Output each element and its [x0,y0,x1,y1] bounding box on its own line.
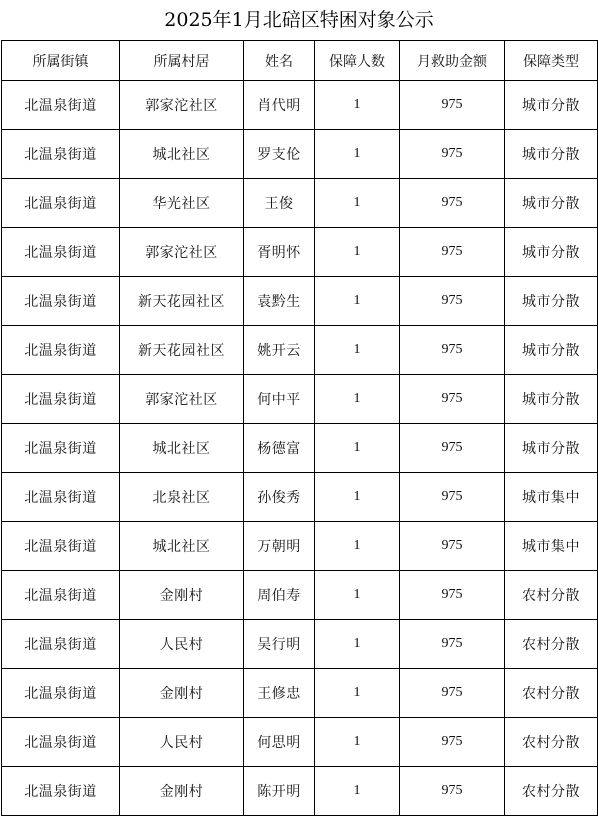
cell-street: 北温泉街道 [2,424,120,473]
table-row [2,767,598,816]
cell-name: 王修忠 [244,669,315,718]
cell-name: 吴行明 [244,620,315,669]
cell-street: 北温泉街道 [2,669,120,718]
cell-persons: 1 [315,522,400,571]
cell-type: 农村分散 [505,669,598,718]
table-row [2,522,598,571]
cell-persons: 1 [315,620,400,669]
cell-amount: 975 [400,375,505,424]
recipients-table [1,40,598,816]
cell-amount: 975 [400,277,505,326]
cell-type: 农村分散 [505,718,598,767]
table-row [2,718,598,767]
cell-street: 北温泉街道 [2,326,120,375]
cell-amount: 975 [400,767,505,816]
cell-persons: 1 [315,424,400,473]
cell-street: 北温泉街道 [2,473,120,522]
cell-street: 北温泉街道 [2,522,120,571]
cell-type: 农村分散 [505,767,598,816]
cell-community: 城北社区 [120,130,244,179]
cell-community: 北泉社区 [120,473,244,522]
cell-amount: 975 [400,522,505,571]
table-row [2,179,598,228]
cell-name: 何思明 [244,718,315,767]
cell-name: 罗支伦 [244,130,315,179]
cell-community: 城北社区 [120,522,244,571]
cell-persons: 1 [315,179,400,228]
cell-community: 华光社区 [120,179,244,228]
cell-type: 城市集中 [505,473,598,522]
cell-amount: 975 [400,424,505,473]
cell-type: 城市分散 [505,375,598,424]
cell-type: 城市分散 [505,81,598,130]
cell-community: 金刚村 [120,669,244,718]
table-row [2,130,598,179]
cell-street: 北温泉街道 [2,228,120,277]
cell-street: 北温泉街道 [2,277,120,326]
cell-persons: 1 [315,767,400,816]
cell-street: 北温泉街道 [2,179,120,228]
table-row [2,473,598,522]
cell-street: 北温泉街道 [2,767,120,816]
cell-name: 王俊 [244,179,315,228]
cell-persons: 1 [315,81,400,130]
cell-persons: 1 [315,571,400,620]
cell-name: 万朝明 [244,522,315,571]
cell-type: 城市分散 [505,424,598,473]
cell-street: 北温泉街道 [2,130,120,179]
cell-persons: 1 [315,228,400,277]
cell-type: 城市分散 [505,179,598,228]
cell-persons: 1 [315,718,400,767]
cell-amount: 975 [400,228,505,277]
cell-amount: 975 [400,179,505,228]
cell-persons: 1 [315,669,400,718]
cell-persons: 1 [315,277,400,326]
cell-community: 人民村 [120,620,244,669]
cell-persons: 1 [315,130,400,179]
header-community: 所属村居 [120,41,244,81]
cell-amount: 975 [400,620,505,669]
table-row [2,81,598,130]
cell-amount: 975 [400,473,505,522]
cell-type: 城市分散 [505,130,598,179]
table-row [2,669,598,718]
cell-amount: 975 [400,718,505,767]
cell-street: 北温泉街道 [2,81,120,130]
cell-street: 北温泉街道 [2,620,120,669]
cell-amount: 975 [400,669,505,718]
header-street: 所属街镇 [2,41,120,81]
cell-persons: 1 [315,473,400,522]
cell-type: 城市分散 [505,326,598,375]
cell-amount: 975 [400,81,505,130]
table-row [2,571,598,620]
cell-name: 姚开云 [244,326,315,375]
header-name: 姓名 [244,41,315,81]
cell-name: 杨德富 [244,424,315,473]
table-row [2,277,598,326]
cell-type: 城市集中 [505,522,598,571]
cell-community: 新天花园社区 [120,277,244,326]
cell-community: 金刚村 [120,571,244,620]
cell-name: 周伯寿 [244,571,315,620]
table-header-row [2,41,598,81]
table-row [2,424,598,473]
cell-name: 袁黔生 [244,277,315,326]
cell-amount: 975 [400,571,505,620]
header-persons: 保障人数 [315,41,400,81]
header-amount: 月救助金额 [400,41,505,81]
header-type: 保障类型 [505,41,598,81]
cell-community: 郭家沱社区 [120,375,244,424]
cell-persons: 1 [315,375,400,424]
cell-name: 何中平 [244,375,315,424]
cell-community: 城北社区 [120,424,244,473]
cell-community: 郭家沱社区 [120,81,244,130]
cell-community: 郭家沱社区 [120,228,244,277]
cell-type: 城市分散 [505,277,598,326]
cell-community: 金刚村 [120,767,244,816]
table-row [2,326,598,375]
cell-name: 胥明怀 [244,228,315,277]
cell-amount: 975 [400,326,505,375]
cell-street: 北温泉街道 [2,718,120,767]
cell-type: 农村分散 [505,571,598,620]
cell-community: 人民村 [120,718,244,767]
cell-name: 陈开明 [244,767,315,816]
cell-type: 农村分散 [505,620,598,669]
table-row [2,375,598,424]
cell-street: 北温泉街道 [2,571,120,620]
cell-type: 城市分散 [505,228,598,277]
cell-persons: 1 [315,326,400,375]
cell-name: 肖代明 [244,81,315,130]
document-title: 2025年1月北碚区特困对象公示 [164,9,434,31]
cell-amount: 975 [400,130,505,179]
table-row [2,228,598,277]
cell-street: 北温泉街道 [2,375,120,424]
cell-name: 孙俊秀 [244,473,315,522]
cell-community: 新天花园社区 [120,326,244,375]
table-row [2,620,598,669]
